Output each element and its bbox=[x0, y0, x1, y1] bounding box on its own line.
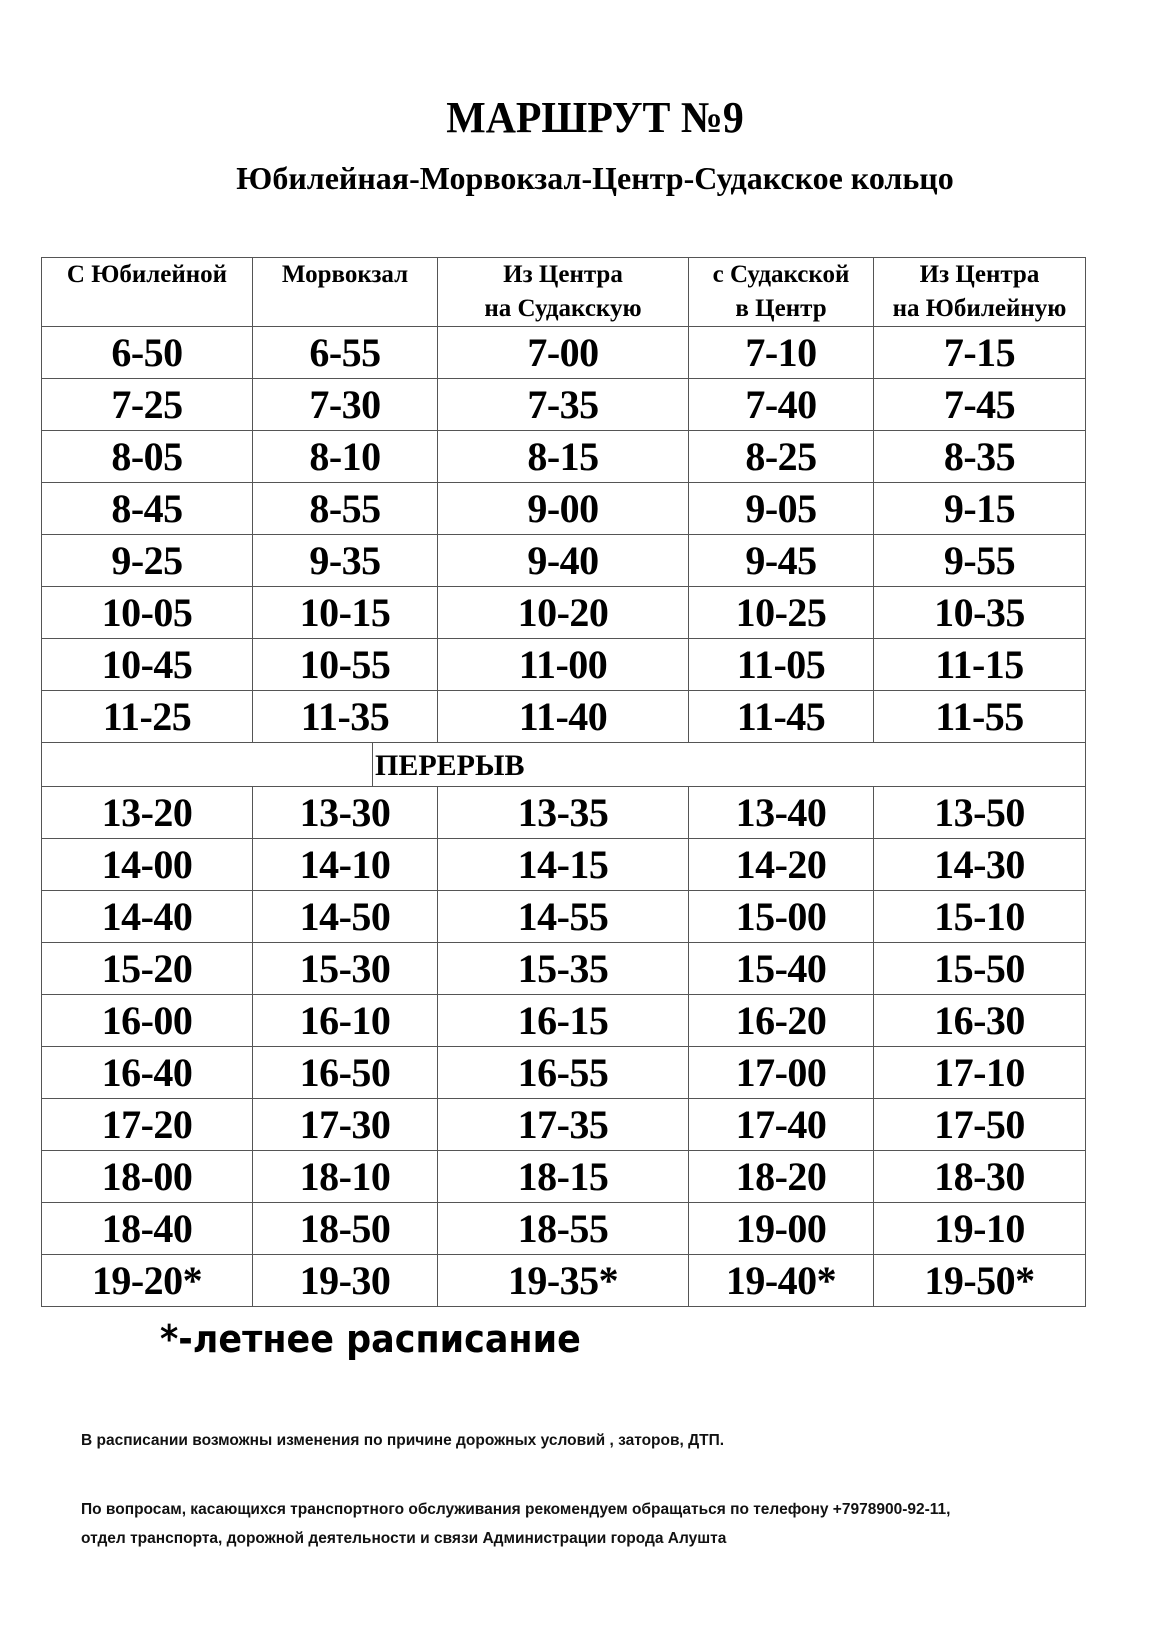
departure-time-cell: 18-55 bbox=[438, 1203, 689, 1255]
departure-time-cell: 9-45 bbox=[689, 535, 874, 587]
table-row bbox=[42, 1255, 1086, 1307]
departure-time-cell: 7-10 bbox=[689, 327, 874, 379]
departure-time-cell: 13-35 bbox=[438, 787, 689, 839]
column-header-center-to-yubileynaya bbox=[874, 258, 1086, 327]
departure-time-cell: 18-50 bbox=[253, 1203, 438, 1255]
departure-time-cell: 8-45 bbox=[42, 483, 253, 535]
departure-time-cell: 7-15 bbox=[874, 327, 1086, 379]
departure-time-cell: 11-05 bbox=[689, 639, 874, 691]
table-row bbox=[42, 943, 1086, 995]
schedule-changes-note: В расписании возможны изменения по причине дорожных условий , заторов, ДТП. bbox=[81, 1432, 725, 1449]
departure-time-cell: 6-50 bbox=[42, 327, 253, 379]
departure-time-cell: 16-20 bbox=[689, 995, 874, 1047]
header-row bbox=[42, 258, 1086, 327]
departure-time-cell: 16-55 bbox=[438, 1047, 689, 1099]
departure-time-cell: 9-15 bbox=[874, 483, 1086, 535]
departure-time-cell: 10-05 bbox=[42, 587, 253, 639]
table-row bbox=[42, 327, 1086, 379]
departure-time-cell: 8-15 bbox=[438, 431, 689, 483]
header-line: С Юбилейной bbox=[66, 261, 228, 288]
departure-time-cell: 6-55 bbox=[253, 327, 438, 379]
departure-time-cell: 14-40 bbox=[42, 891, 253, 943]
departure-time-cell: 16-30 bbox=[874, 995, 1086, 1047]
header-line: на Юбилейную bbox=[892, 295, 1067, 322]
morning-schedule bbox=[42, 327, 1086, 743]
departure-time-cell: 18-20 bbox=[689, 1151, 874, 1203]
table-row bbox=[42, 787, 1086, 839]
header-line: Из Центра bbox=[919, 261, 1040, 288]
page-title: МАРШРУТ №9 bbox=[446, 93, 744, 142]
table-row bbox=[42, 483, 1086, 535]
departure-time-cell: 17-00 bbox=[689, 1047, 874, 1099]
departure-time-cell: 8-25 bbox=[689, 431, 874, 483]
departure-time-cell: 11-15 bbox=[874, 639, 1086, 691]
schedule-table bbox=[41, 257, 1086, 1307]
departure-time-cell: 16-15 bbox=[438, 995, 689, 1047]
table-row bbox=[42, 1203, 1086, 1255]
departure-time-cell: 8-10 bbox=[253, 431, 438, 483]
departure-time-cell: 7-25 bbox=[42, 379, 253, 431]
departure-time-cell: 15-10 bbox=[874, 891, 1086, 943]
header-line: Из Центра bbox=[503, 261, 623, 288]
departure-time-cell: 14-50 bbox=[253, 891, 438, 943]
departure-time-cell: 9-40 bbox=[438, 535, 689, 587]
header-line: Морвокзал bbox=[281, 261, 409, 288]
column-header-morvokzal bbox=[253, 258, 438, 327]
table-row bbox=[42, 379, 1086, 431]
departure-time-cell: 11-00 bbox=[438, 639, 689, 691]
header-line: на Судакскую bbox=[484, 295, 642, 322]
departure-time-cell: 19-20* bbox=[42, 1255, 253, 1307]
departure-time-cell: 11-55 bbox=[874, 691, 1086, 743]
departure-time-cell: 15-30 bbox=[253, 943, 438, 995]
departure-time-cell: 17-35 bbox=[438, 1099, 689, 1151]
contact-note-line2: отдел транспорта, дорожной деятельности и связи Администрации города Алушта bbox=[81, 1530, 727, 1547]
departure-time-cell: 17-50 bbox=[874, 1099, 1086, 1151]
departure-time-cell: 7-35 bbox=[438, 379, 689, 431]
departure-time-cell: 16-40 bbox=[42, 1047, 253, 1099]
departure-time-cell: 16-00 bbox=[42, 995, 253, 1047]
departure-time-cell: 9-35 bbox=[253, 535, 438, 587]
departure-time-cell: 13-20 bbox=[42, 787, 253, 839]
table-row bbox=[42, 639, 1086, 691]
departure-time-cell: 13-50 bbox=[874, 787, 1086, 839]
departure-time-cell: 18-15 bbox=[438, 1151, 689, 1203]
departure-time-cell: 10-25 bbox=[689, 587, 874, 639]
departure-time-cell: 19-00 bbox=[689, 1203, 874, 1255]
table-row bbox=[42, 891, 1086, 943]
departure-time-cell: 9-05 bbox=[689, 483, 874, 535]
break-cell bbox=[42, 743, 1086, 787]
departure-time-cell: 8-05 bbox=[42, 431, 253, 483]
table-row bbox=[42, 587, 1086, 639]
departure-time-cell: 17-20 bbox=[42, 1099, 253, 1151]
departure-time-cell: 18-10 bbox=[253, 1151, 438, 1203]
table-row bbox=[42, 1047, 1086, 1099]
departure-time-cell: 17-30 bbox=[253, 1099, 438, 1151]
departure-time-cell: 15-00 bbox=[689, 891, 874, 943]
afternoon-schedule bbox=[42, 787, 1086, 1307]
table-row bbox=[42, 431, 1086, 483]
departure-time-cell: 14-00 bbox=[42, 839, 253, 891]
break-row bbox=[42, 743, 1086, 787]
table-row bbox=[42, 995, 1086, 1047]
departure-time-cell: 16-50 bbox=[253, 1047, 438, 1099]
column-header-sudakskaya-to-center bbox=[689, 258, 874, 327]
table-row bbox=[42, 839, 1086, 891]
departure-time-cell: 7-40 bbox=[689, 379, 874, 431]
departure-time-cell: 19-40* bbox=[689, 1255, 874, 1307]
departure-time-cell: 19-35* bbox=[438, 1255, 689, 1307]
departure-time-cell: 14-20 bbox=[689, 839, 874, 891]
departure-time-cell: 14-15 bbox=[438, 839, 689, 891]
departure-time-cell: 15-35 bbox=[438, 943, 689, 995]
departure-time-cell: 8-35 bbox=[874, 431, 1086, 483]
departure-time-cell: 7-45 bbox=[874, 379, 1086, 431]
departure-time-cell: 10-35 bbox=[874, 587, 1086, 639]
table-row bbox=[42, 1151, 1086, 1203]
departure-time-cell: 17-10 bbox=[874, 1047, 1086, 1099]
departure-time-cell: 19-50* bbox=[874, 1255, 1086, 1307]
departure-time-cell: 15-40 bbox=[689, 943, 874, 995]
departure-time-cell: 11-25 bbox=[42, 691, 253, 743]
column-header-center-to-sudakskaya bbox=[438, 258, 689, 327]
table-row bbox=[42, 535, 1086, 587]
departure-time-cell: 16-10 bbox=[253, 995, 438, 1047]
break-label: ПЕРЕРЫВ bbox=[372, 743, 524, 786]
departure-time-cell: 11-45 bbox=[689, 691, 874, 743]
departure-time-cell: 8-55 bbox=[253, 483, 438, 535]
departure-time-cell: 7-00 bbox=[438, 327, 689, 379]
table-row bbox=[42, 1099, 1086, 1151]
departure-time-cell: 15-50 bbox=[874, 943, 1086, 995]
departure-time-cell: 18-00 bbox=[42, 1151, 253, 1203]
route-subtitle: Юбилейная-Морвокзал-Центр-Судакское кольцо bbox=[236, 160, 954, 196]
departure-time-cell: 17-40 bbox=[689, 1099, 874, 1151]
break-section bbox=[42, 743, 1086, 787]
departure-time-cell: 13-30 bbox=[253, 787, 438, 839]
departure-time-cell: 10-20 bbox=[438, 587, 689, 639]
table-row bbox=[42, 691, 1086, 743]
departure-time-cell: 11-40 bbox=[438, 691, 689, 743]
departure-time-cell: 18-40 bbox=[42, 1203, 253, 1255]
contact-note-line1: По вопросам, касающихся транспортного обслуживания рекомендуем обращаться по телефону +7978900-92-11, bbox=[81, 1501, 951, 1518]
departure-time-cell: 9-55 bbox=[874, 535, 1086, 587]
departure-time-cell: 9-25 bbox=[42, 535, 253, 587]
departure-time-cell: 11-35 bbox=[253, 691, 438, 743]
departure-time-cell: 14-55 bbox=[438, 891, 689, 943]
departure-time-cell: 15-20 bbox=[42, 943, 253, 995]
departure-time-cell: 9-00 bbox=[438, 483, 689, 535]
departure-time-cell: 14-30 bbox=[874, 839, 1086, 891]
departure-time-cell: 10-55 bbox=[253, 639, 438, 691]
column-header-from-yubileynaya bbox=[42, 258, 253, 327]
departure-time-cell: 19-30 bbox=[253, 1255, 438, 1307]
header-line: в Центр bbox=[735, 295, 827, 322]
departure-time-cell: 7-30 bbox=[253, 379, 438, 431]
departure-time-cell: 10-15 bbox=[253, 587, 438, 639]
departure-time-cell: 13-40 bbox=[689, 787, 874, 839]
summer-schedule-note: *-летнее расписание bbox=[160, 1317, 581, 1361]
departure-time-cell: 14-10 bbox=[253, 839, 438, 891]
departure-time-cell: 19-10 bbox=[874, 1203, 1086, 1255]
departure-time-cell: 10-45 bbox=[42, 639, 253, 691]
header-line: с Судакской bbox=[712, 261, 850, 288]
departure-time-cell: 18-30 bbox=[874, 1151, 1086, 1203]
